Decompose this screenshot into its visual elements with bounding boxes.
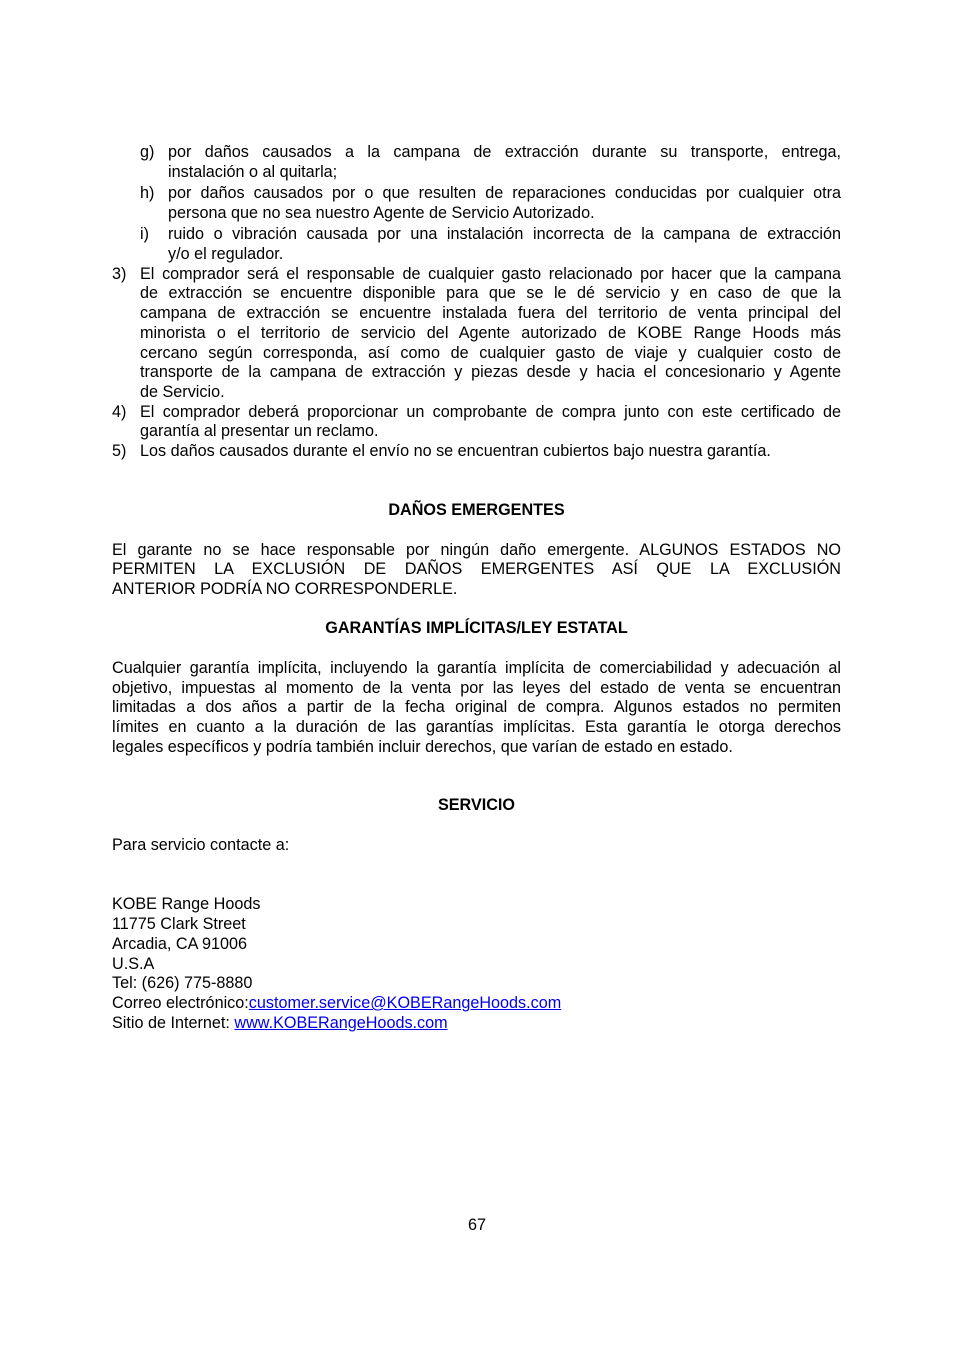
paragraph-line: Cualquier garantía implícita, incluyendo la garantía implícita de comerciabilidad y adecuación al	[112, 659, 841, 677]
section-heading: DAÑOS EMERGENTES	[388, 501, 565, 519]
list-item-text: de Servicio.	[140, 383, 225, 401]
list-item-text: persona que no sea nuestro Agente de Servicio Autorizado.	[168, 204, 595, 222]
paragraph-line: objetivo, impuestas al momento de la venta por las leyes del estado de venta se encuentran	[112, 679, 841, 697]
email-line	[112, 993, 561, 1013]
paragraph-line: PERMITEN LA EXCLUSIÓN DE DAÑOS EMERGENTES ASÍ QUE LA EXCLUSIÓN	[112, 560, 841, 578]
website-label: Sitio de Internet:	[112, 1014, 235, 1032]
list-item-text: campana de extracción se encuentre instalada fuera del territorio de venta principal del	[140, 304, 841, 322]
paragraph-line: ANTERIOR PODRÍA NO CORRESPONDERLE.	[112, 580, 458, 598]
list-item-text: de extracción se encuentre disponible para que se le dé servicio y en caso de que la	[140, 284, 841, 302]
telephone: Tel: (626) 775-8880	[112, 974, 253, 992]
paragraph-line: limitadas a dos años a partir de la fecha original de compra. Algunos estados no permiten	[112, 698, 841, 716]
paragraph-line: límites en cuanto a la duración de las garantías implícitas. Esta garantía le otorga derechos	[112, 718, 841, 736]
list-item-text: por daños causados a la campana de extracción durante su transporte, entrega,	[168, 143, 841, 161]
list-marker: 5)	[112, 442, 127, 460]
list-item-text: minorista o el territorio de servicio del Agente autorizado de KOBE Range Hoods más	[140, 324, 841, 342]
list-marker: 4)	[112, 403, 127, 421]
list-marker: 3)	[112, 265, 127, 283]
paragraph-line: legales específicos y podría también incluir derechos, que varían de estado en estado.	[112, 738, 733, 756]
list-item-text: y/o el regulador.	[168, 245, 284, 263]
list-item-text: El comprador deberá proporcionar un comprobante de compra junto con este certificado de	[140, 403, 841, 421]
website-line	[112, 1013, 448, 1033]
list-item-text: transporte de la campana de extracción y piezas desde y hacia el concesionario y Agente	[140, 363, 841, 381]
list-marker: g)	[140, 143, 155, 161]
list-item-text: El comprador será el responsable de cualquier gasto relacionado por hacer que la campana	[140, 265, 841, 283]
list-item-text: garantía al presentar un reclamo.	[140, 422, 379, 440]
list-marker: h)	[140, 184, 155, 202]
city-address: Arcadia, CA 91006	[112, 935, 247, 953]
email-label: Correo electrónico:	[112, 994, 249, 1012]
street-address: 11775 Clark Street	[112, 915, 246, 933]
service-intro: Para servicio contacte a:	[112, 836, 290, 854]
list-item-text: cercano según corresponda, así como de cualquier gasto de viaje y cualquier costo de	[140, 344, 841, 362]
list-item-text: Los daños causados durante el envío no se encuentran cubiertos bajo nuestra garantía.	[140, 442, 771, 460]
country: U.S.A	[112, 955, 155, 973]
website-link[interactable]: www.KOBERangeHoods.com	[234, 1014, 448, 1032]
section-heading: SERVICIO	[437, 796, 516, 814]
page-number: 67	[467, 1216, 486, 1234]
list-item-text: por daños causados por o que resulten de reparaciones conducidas por cualquier otra	[168, 184, 841, 202]
list-marker: i)	[140, 225, 149, 243]
list-item-text: ruido o vibración causada por una instalación incorrecta de la campana de extracción	[168, 225, 841, 243]
email-link[interactable]: customer.service@KOBERangeHoods.com	[248, 994, 562, 1012]
section-heading: GARANTÍAS IMPLÍCITAS/LEY ESTATAL	[325, 619, 628, 637]
paragraph-line: El garante no se hace responsable por ningún daño emergente. ALGUNOS ESTADOS NO	[112, 541, 841, 559]
list-item-text: instalación o al quitarla;	[168, 163, 338, 181]
company-name: KOBE Range Hoods	[112, 895, 261, 913]
